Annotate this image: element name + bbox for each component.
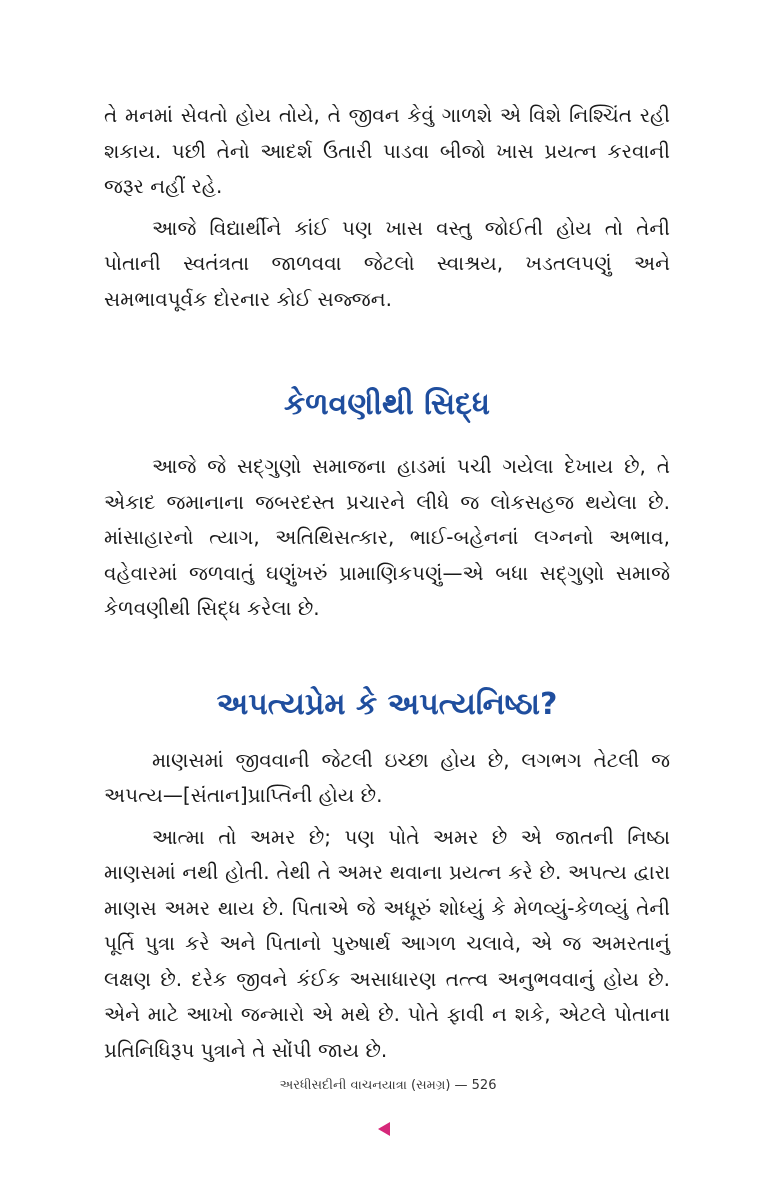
page-content <box>104 98 670 1068</box>
section-heading: અપત્યપ્રેમ કે અપત્યનિષ્ઠા? <box>216 686 558 722</box>
section-heading: કેળવણીથી સિદ્ધ <box>284 387 490 422</box>
paragraph: આજે જે સદ્ગુણો સમાજના હાડમાં પચી ગયેલા દેખાય છે, તે એકાદ જમાનાના જબરદસ્ત પ્રચારને લીધે જ લોકસહજ થયેલા છે. માંસાહારનો ત્યાગ, અતિથિસત્કાર, ભાઈ-બહેનનાં લગ્નનો અભાવ, વહેવારમાં જળવાતું ઘણુંખરું પ્રામાણિકપણું—એ બધા સદ્ગુણો સમાજે કેળવણીથી સિદ્ધ કરેલા છે. <box>104 454 670 620</box>
paragraph: તે મનમાં સેવતો હોય તોયે, તે જીવન કેવું ગાળશે એ વિશે નિશ્ચિંત રહી શકાય. પછી તેનો આદર્શ ઉતારી પાડવા બીજો ખાસ પ્રયત્ન કરવાની જરૂર નહીં રહે. <box>104 103 670 198</box>
paragraph: આત્મા તો અમર છે; પણ પોતે અમર છે એ જાતની નિષ્ઠા માણસમાં નથી હોતી. તેથી તે અમર થવાના પ્રયત્ન કરે છે. અપત્ય દ્વારા માણસ અમર થાય છે. પિતાએ જે અધૂરું શોધ્યું કે મેળવ્યું-કેળવ્યું તેની પૂર્તિ પુત્રા કરે અને પિતાનો પુરુષાર્થ આગળ ચલાવે, એ જ અમરતાનું લક્ષણ છે. દરેક જીવને કંઈક અસાધારણ તત્ત્વ અનુભવવાનું હોય છે. એને માટે આખો જન્મારો એ મથે છે. પોતે ફાવી ન શકે, એટલે પોતાના પ્રતિનિધિરૂપ પુત્રાને તે સોંપી જાય છે. <box>104 824 670 1062</box>
page-footer: અરધીસદીની વાચનયાત્રા (સમગ્ર) — 526 <box>279 1078 497 1093</box>
previous-page-icon[interactable] <box>378 1122 390 1136</box>
paragraph: માણસમાં જીવવાની જેટલી ઇચ્છા હોય છે, લગભગ તેટલી જ અપત્ય—[સંતાન]પ્રાપ્તિની હોય છે. <box>104 747 670 807</box>
paragraph: આજે વિદ્યાર્થીને કાંઈ પણ ખાસ વસ્તુ જોઈતી હોય તો તેની પોતાની સ્વતંત્રતા જાળવવા જેટલો સ્વાશ્રય, ખડતલપણું અને સમભાવપૂર્વક દોરનાર કોઈ સજ્જન. <box>104 215 670 311</box>
